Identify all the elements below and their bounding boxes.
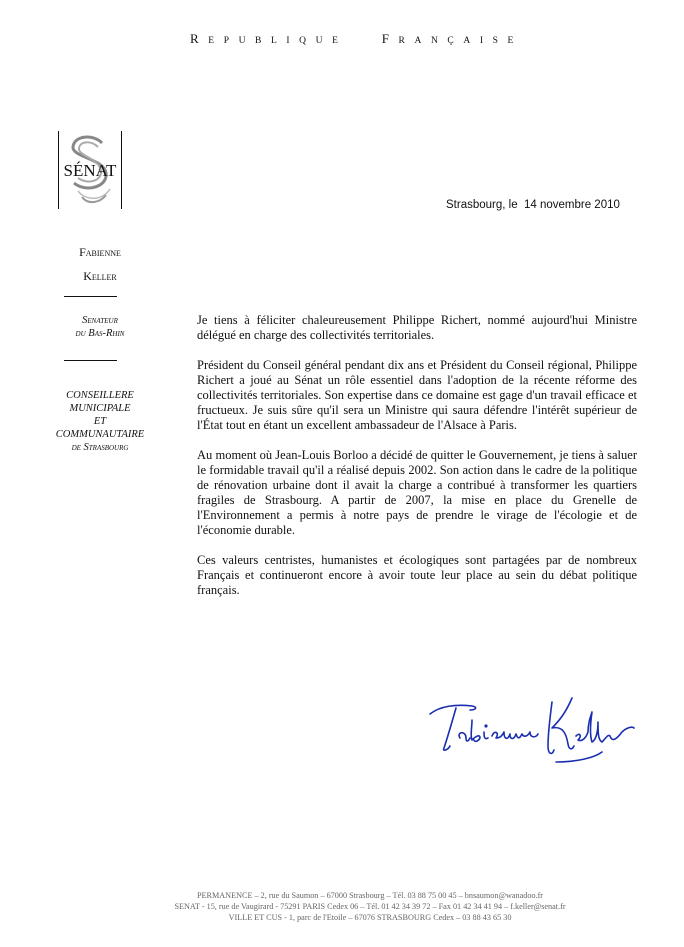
- letter-footer: [120, 890, 620, 923]
- footer-line-2: SENAT - 15, rue de Vaugirard - 75291 PARIS Cedex 06 – Tél. 01 42 34 39 72 – Fax 01 42 34 41 94 – f.keller@senat.fr: [174, 902, 566, 911]
- conseil-line-3: ET: [93, 416, 107, 427]
- sender-conseil: [40, 389, 160, 454]
- letter-body: [197, 313, 637, 613]
- senat-logo-text: SÉNAT: [63, 161, 117, 180]
- conseil-line-2: MUNICIPALE: [69, 403, 131, 414]
- sender-first-name: Fabienne: [79, 245, 121, 259]
- role-line-1: Senateur: [82, 315, 118, 326]
- divider-2: [64, 360, 117, 361]
- sender-role: [40, 314, 160, 340]
- divider-1: [64, 296, 117, 297]
- conseil-line-1: CONSEILLERE: [66, 390, 134, 401]
- conseil-line-4: COMMUNAUTAIRE: [55, 429, 145, 440]
- conseil-line-5: de Strasbourg: [71, 442, 129, 453]
- paragraph-4: Ces valeurs centristes, humanistes et écologiques sont partagées par de nombreux Français et continueront encore à avoir toute leur place au sein du débat politique français.: [197, 553, 637, 597]
- sender-last-name: Keller: [83, 269, 117, 283]
- sender-name: [40, 239, 160, 290]
- letter-date: Strasbourg, le 14 novembre 2010: [446, 199, 620, 211]
- paragraph-2: Président du Conseil général pendant dix ans et Président du Conseil régional, Philippe Richert a joué au Sénat un rôle essentiel dans l'adoption de la récente réforme des collectivités territoriales. Son expertise dans ce domaine est gage d'un travail efficace et fructueux. Je suis sûre qu'il sera un Ministre qui saura défendre l'intérêt supérieur de l'État tout en étant un excellent ambassadeur de l'Alsace à Paris.: [197, 358, 637, 432]
- footer-line-1: PERMANENCE – 2, rue du Saumon – 67000 Strasbourg – Tél. 03 88 75 00 45 – bnsaumon@wanadoo.fr: [196, 891, 544, 900]
- republique-francaise-header: REPUBLIQUE FRANÇAISE: [190, 31, 523, 46]
- role-line-2: du Bas-Rhin: [75, 328, 125, 339]
- paragraph-1: Je tiens à féliciter chaleureusement Philippe Richert, nommé aujourd'hui Ministre délégué en charge des collectivités territoriales.: [197, 313, 637, 342]
- handwritten-signature: [426, 692, 638, 768]
- senat-logo: [58, 131, 122, 209]
- paragraph-3: Au moment où Jean-Louis Borloo a décidé de quitter le Gouvernement, je tiens à saluer le formidable travail qu'il a réalisé depuis 2002. Son action dans le cadre de la politique de rénovation urbaine dont il avait la charge a contribué à transformer les quartiers fragiles de Strasbourg. A partir de 2007, la mise en place du Grenelle de l'Environnement a permis à notre pays de prendre le virage de l'écologie et de l'économie durable.: [197, 448, 637, 537]
- footer-line-3: VILLE ET CUS - 1, parc de l'Etoile – 67076 STRASBOURG Cedex – 03 88 43 65 30: [228, 913, 512, 922]
